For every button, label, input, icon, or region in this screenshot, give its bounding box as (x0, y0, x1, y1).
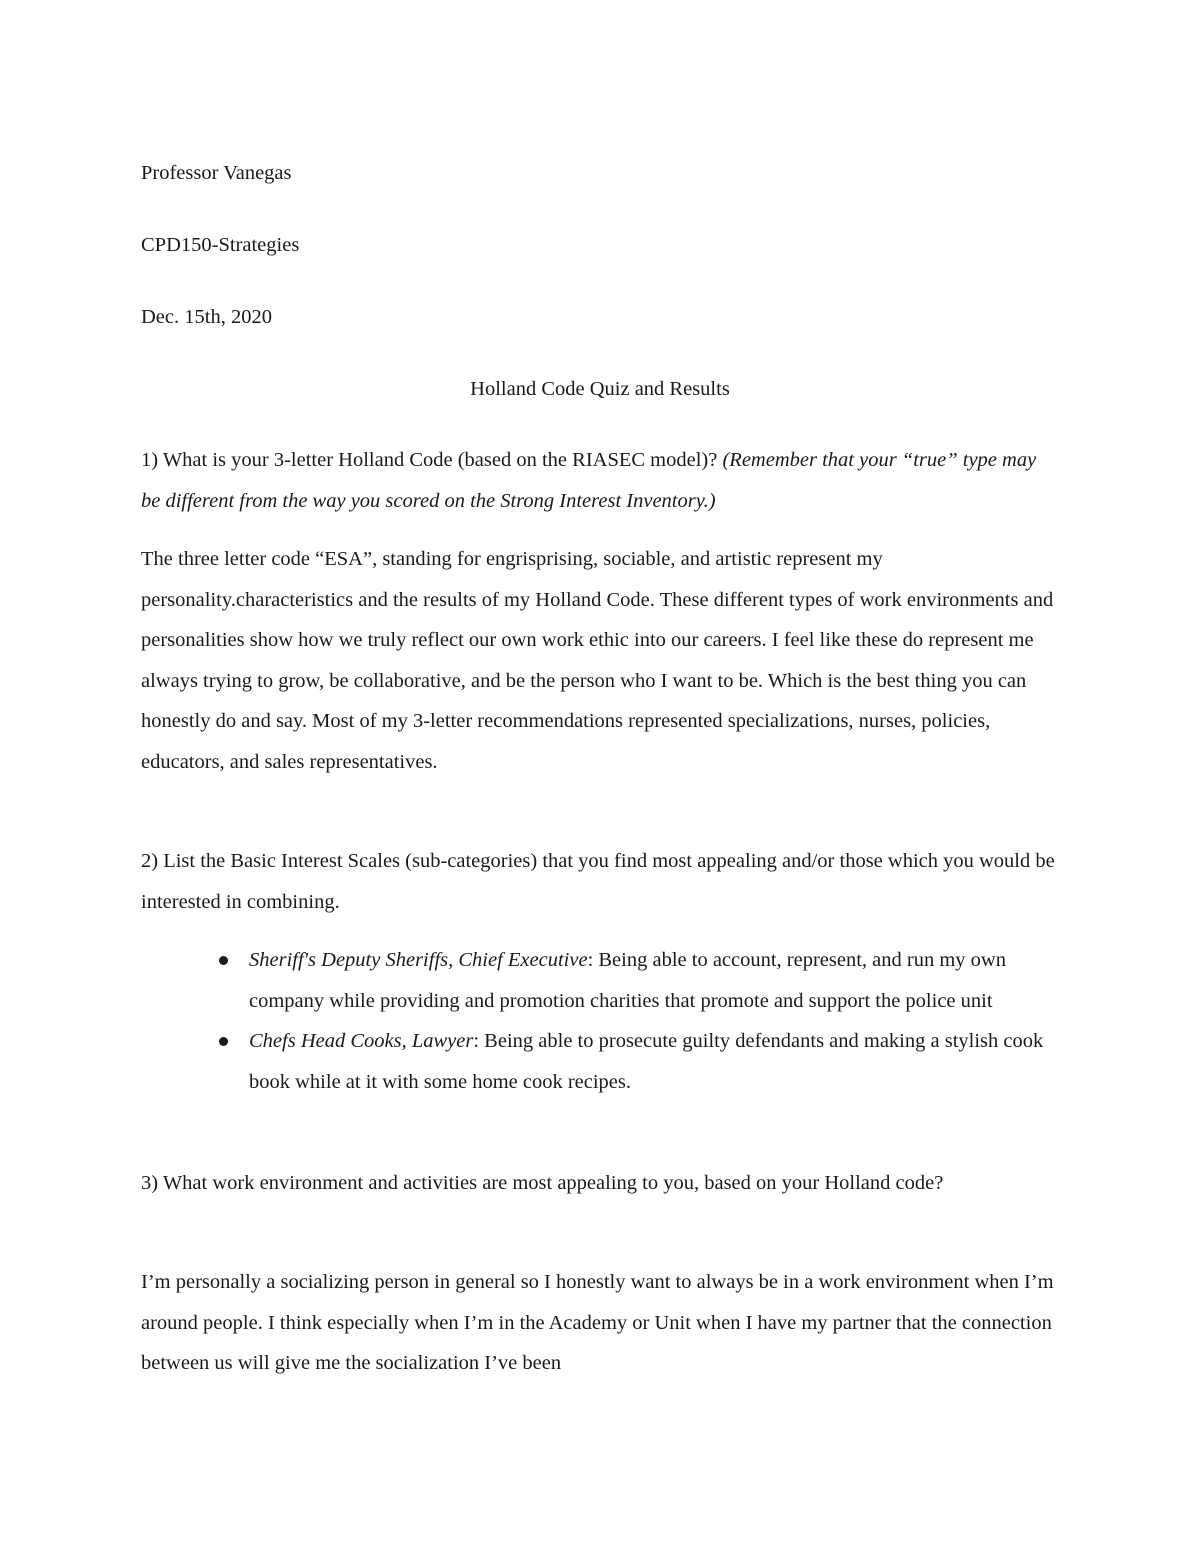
bullet-icon (219, 956, 228, 965)
answer-3 (141, 1262, 1056, 1384)
question-2-text: 2) List the Basic Interest Scales (sub-categories) that you find most appealing and/or those which you would be interested in combining. (141, 850, 1055, 913)
professor-name: Professor Vanegas (141, 162, 292, 184)
list-item-label: Chefs Head Cooks, Lawyer (249, 1030, 474, 1052)
answer-1-text: The three letter code “ESA”, standing for engrisprising, sociable, and artistic represent my personality.characteristics and the results of my Holland Code. These different types of work environments and personalities show how we truly reflect our own work ethic into our careers. I feel like these do represent me always trying to grow, be collaborative, and be the person who I want to be. Which is the best thing you can honestly do and say. Most of my 3-letter recommendations represented specializations, nurses, policies, educators, and sales representatives. (141, 548, 1054, 773)
interest-list (141, 940, 1056, 1102)
answer-3-text: I’m personally a socializing person in general so I honestly want to always be in a work environment when I’m around people. I think especially when I’m in the Academy or Unit when I have my partner that the connection between us will give me the socialization I’ve been (141, 1271, 1054, 1374)
document-title: Holland Code Quiz and Results (470, 378, 730, 400)
list-item-label: Sheriff's Deputy Sheriffs, Chief Executive (249, 949, 588, 971)
question-1-note: (Remember that your “true” type may be different from the way you scored on the Strong Interest Inventory.) (141, 449, 1037, 512)
question-1-prompt: 1) What is your 3-letter Holland Code (based on the RIASEC model)? (141, 449, 723, 471)
course-name: CPD150-Strategies (141, 234, 300, 256)
bullet-icon (219, 1037, 228, 1046)
list-item (141, 940, 1049, 1021)
question-1 (141, 440, 1056, 521)
question-3-text: 3) What work environment and activities are most appealing to you, based on your Holland code? (141, 1172, 944, 1194)
question-1-text (141, 440, 1056, 521)
question-3 (141, 1163, 1056, 1204)
list-item-text: : Being able to account, represent, and run my own company while providing and promotion charities that promote and support the police unit (249, 949, 1006, 1012)
answer-1 (141, 539, 1056, 782)
question-2 (141, 841, 1056, 922)
list-item (141, 1021, 1049, 1102)
list-item-text: : Being able to prosecute guilty defendants and making a stylish cook book while at it with some home cook recipes. (249, 1030, 1044, 1093)
document-date: Dec. 15th, 2020 (141, 306, 272, 328)
